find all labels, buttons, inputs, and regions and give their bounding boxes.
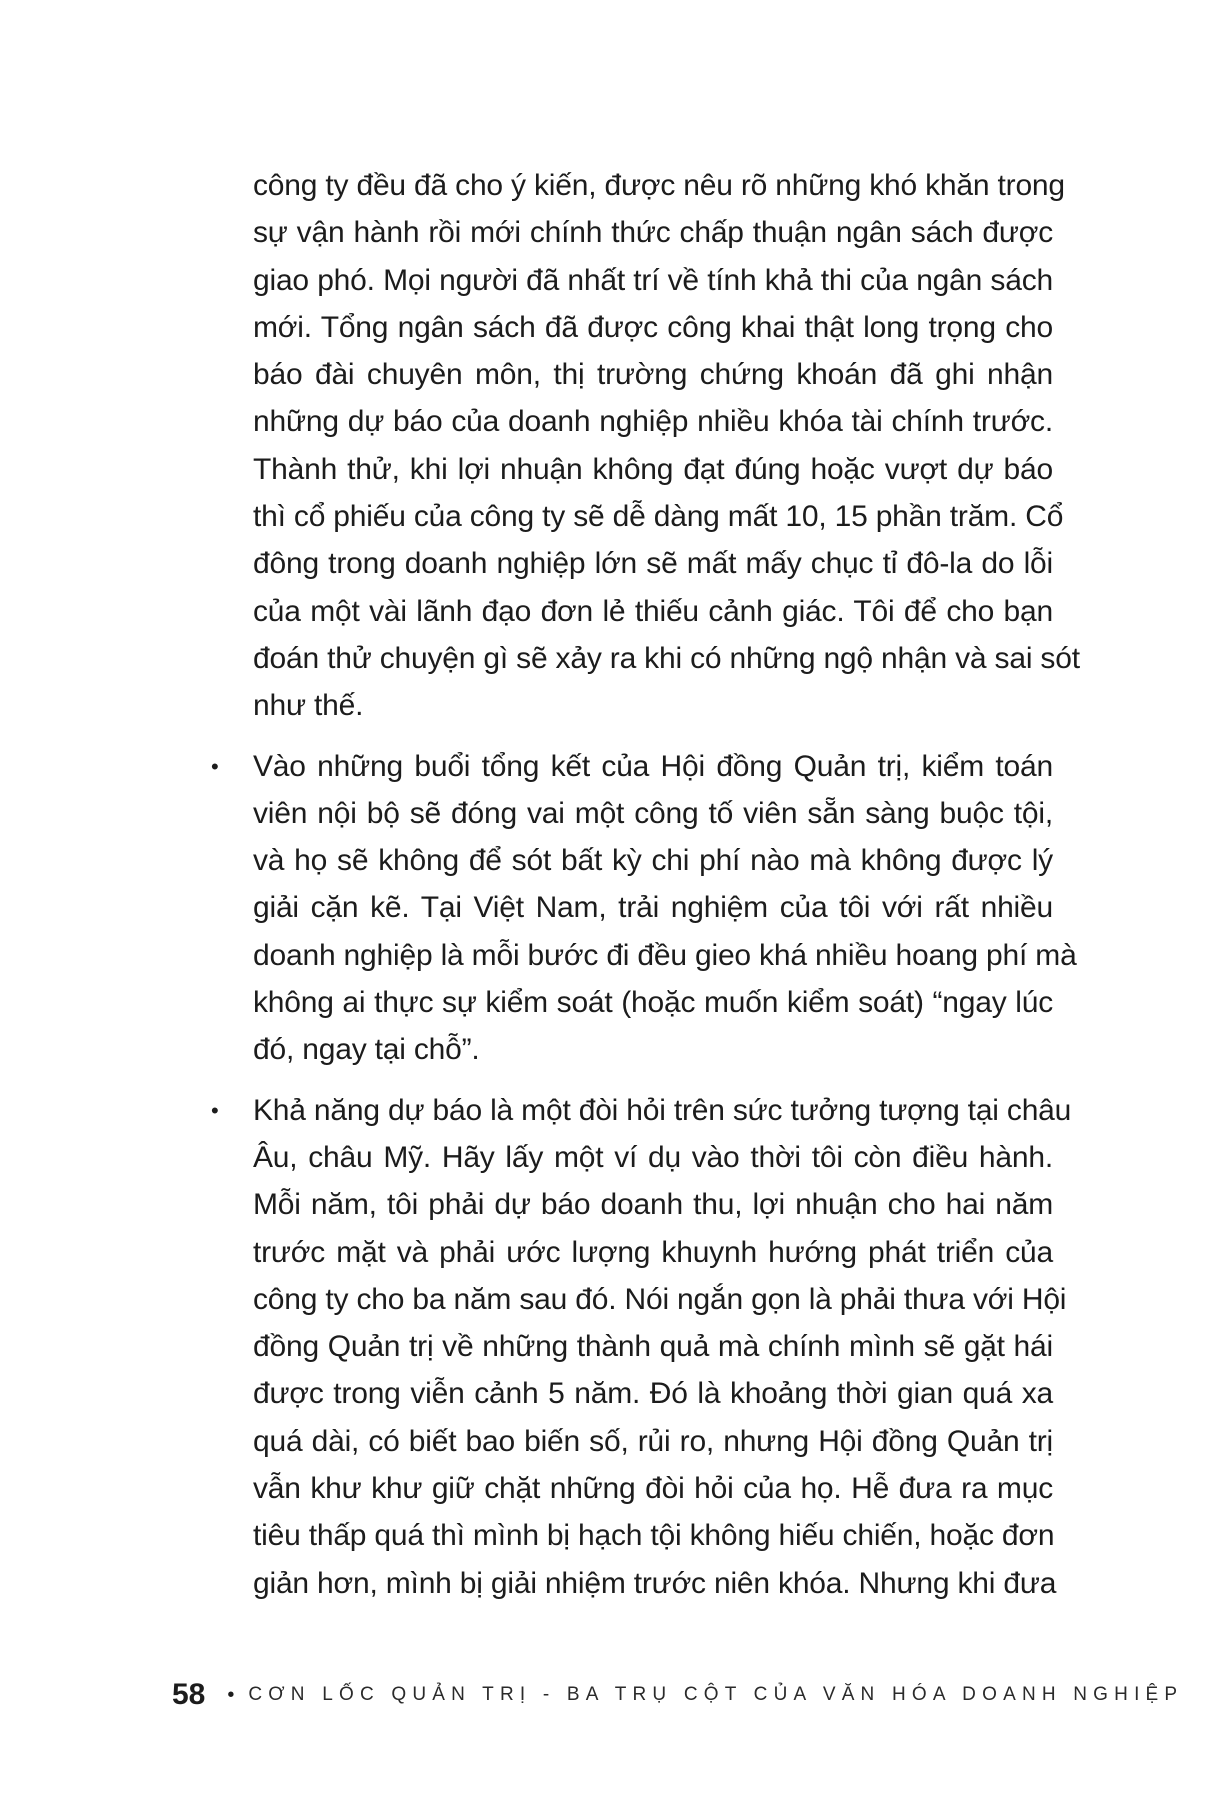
text-line: công ty cho ba năm sau đó. Nói ngắn gọn là phải thưa với Hội [253, 1282, 1067, 1316]
text-line: sự vận hành rồi mới chính thức chấp thuận ngân sách được [253, 216, 1053, 250]
text-line: Thành thử, khi lợi nhuận không đạt đúng hoặc vượt dự báo [253, 452, 1053, 486]
text-line: giải cặn kẽ. Tại Việt Nam, trải nghiệm của tôi với rất nhiều [253, 891, 1053, 925]
text-line: tiêu thấp quá thì mình bị hạch tội không hiếu chiến, hoặc đơn [253, 1519, 1055, 1553]
bullet-marker: • [211, 1097, 219, 1123]
running-title: CƠN LỐC QUẢN TRỊ - BA TRỤ CỘT CỦA VĂN HÓA DOANH NGHIỆP [248, 1684, 1184, 1705]
text-line: được trong viễn cảnh 5 năm. Đó là khoảng thời gian quá xa [253, 1377, 1053, 1411]
text-line: không ai thực sự kiểm soát (hoặc muốn kiểm soát) “ngay lúc [253, 986, 1053, 1020]
text-line: báo đài chuyên môn, thị trường chứng khoán đã ghi nhận [253, 358, 1053, 392]
bullet-item-forecast [211, 1087, 1072, 1607]
text-line: Khả năng dự báo là một đòi hỏi trên sức tưởng tượng tại châu [253, 1093, 1072, 1127]
text-line: công ty đều đã cho ý kiến, được nêu rõ những khó khăn trong [253, 169, 1065, 202]
paragraph-continuation [253, 162, 1080, 730]
text-line: và họ sẽ không để sót bất kỳ chi phí nào mà không được lý [253, 844, 1053, 878]
text-line: đó, ngay tại chỗ”. [253, 1033, 480, 1067]
text-line: như thế. [253, 689, 364, 723]
text-line: doanh nghiệp là mỗi bước đi đều gieo khá nhiều hoang phí mà [253, 938, 1077, 972]
text-line: đồng Quản trị về những thành quả mà chính mình sẽ gặt hái [253, 1330, 1053, 1364]
text-line: đoán thử chuyện gì sẽ xảy ra khi có những ngộ nhận và sai sót [253, 641, 1080, 675]
footer-separator: • [227, 1683, 235, 1706]
text-line: viên nội bộ sẽ đóng vai một công tố viên sẵn sàng buộc tội, [253, 796, 1053, 830]
text-line: trước mặt và phải ước lượng khuynh hướng phát triển của [253, 1235, 1053, 1269]
page-footer [172, 1675, 1183, 1715]
text-line: giao phó. Mọi người đã nhất trí về tính khả thi của ngân sách [253, 263, 1053, 297]
text-line: thì cổ phiếu của công ty sẽ dễ dàng mất 10, 15 phần trăm. Cổ [253, 500, 1064, 534]
text-line: giản hơn, mình bị giải nhiệm trước niên khóa. Nhưng khi đưa [253, 1566, 1057, 1600]
text-line: đông trong doanh nghiệp lớn sẽ mất mấy chục tỉ đô-la do lỗi [253, 547, 1053, 581]
bullet-item-audit [211, 743, 1077, 1074]
text-line: Mỗi năm, tôi phải dự báo doanh thu, lợi nhuận cho hai năm [253, 1188, 1053, 1222]
text-line: những dự báo của doanh nghiệp nhiều khóa tài chính trước. [253, 405, 1053, 439]
body-text [211, 162, 1080, 1607]
text-line: quá dài, có biết bao biến số, rủi ro, nhưng Hội đồng Quản trị [253, 1424, 1053, 1458]
page-number: 58 [172, 1678, 206, 1711]
text-line: vẫn khư khư giữ chặt những đòi hỏi của họ. Hễ đưa ra mục [253, 1472, 1053, 1506]
text-line: Vào những buổi tổng kết của Hội đồng Quản trị, kiểm toán [253, 749, 1053, 783]
text-line: Âu, châu Mỹ. Hãy lấy một ví dụ vào thời tôi còn điều hành. [253, 1140, 1053, 1174]
text-line: mới. Tổng ngân sách đã được công khai thật long trọng cho [253, 310, 1053, 344]
text-line: của một vài lãnh đạo đơn lẻ thiếu cảnh giác. Tôi để cho bạn [253, 594, 1053, 628]
bullet-marker: • [211, 753, 219, 779]
